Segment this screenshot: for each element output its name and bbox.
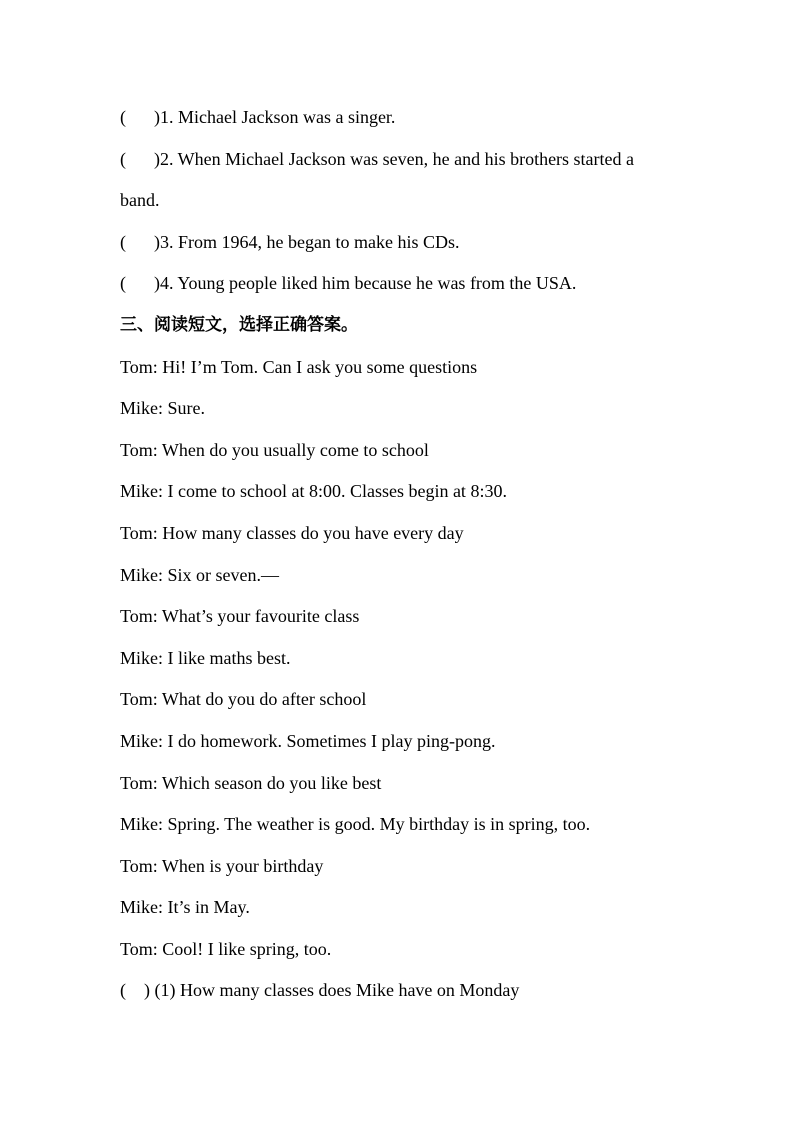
tf-item-text: )2. When Michael Jackson was seven, he and his brothers started a	[154, 148, 635, 169]
dialogue-line: Mike: I like maths best.	[120, 647, 291, 668]
answer-blank[interactable]: (	[120, 273, 126, 294]
tf-item-text: )4. Young people liked him because he was from the USA.	[154, 273, 577, 294]
tf-item-2-continuation	[120, 183, 680, 225]
dialogue-line: Mike: Six or seven.—	[120, 564, 279, 585]
tf-item-1	[120, 100, 680, 142]
dialogue-line: Tom: When do you usually come to school	[120, 439, 429, 460]
answer-blank[interactable]: (	[120, 231, 126, 252]
dialogue-line: Tom: Hi! I’m Tom. Can I ask you some questions	[120, 356, 478, 377]
dialogue-line: Tom: Cool! I like spring, too.	[120, 938, 332, 959]
tf-item-2	[120, 142, 680, 184]
section-heading: 三、阅读短文，选择正确答案。	[120, 314, 358, 335]
tf-item-text: )1. Michael Jackson was a singer.	[154, 107, 396, 127]
tf-item-text: band.	[120, 190, 160, 211]
dialogue-line: Mike: Sure.	[120, 398, 205, 419]
question-text: ) (1) How many classes does Mike have on Monday	[144, 980, 520, 1001]
document-page	[120, 100, 680, 1015]
dialogue-line: Mike: It’s in May.	[120, 897, 250, 918]
answer-blank[interactable]: (	[120, 980, 126, 1001]
answer-blank[interactable]: (	[120, 107, 126, 127]
dialogue-line: Mike: I come to school at 8:00. Classes begin at 8:30.	[120, 481, 507, 502]
dialogue-line: Mike: Spring. The weather is good. My birthday is in spring, too.	[120, 814, 591, 835]
tf-item-3	[120, 225, 680, 267]
dialogue-line: Tom: What’s your favourite class	[120, 606, 360, 627]
dialogue-line: Tom: What do you do after school	[120, 689, 367, 710]
tf-item-text: )3. From 1964, he began to make his CDs.	[154, 231, 460, 252]
dialogue-line: Tom: Which season do you like best	[120, 772, 382, 793]
question-1	[120, 973, 680, 1015]
dialogue-line: Mike: I do homework. Sometimes I play ping-pong.	[120, 730, 496, 751]
dialogue-line: Tom: When is your birthday	[120, 855, 324, 876]
answer-blank[interactable]: (	[120, 148, 126, 169]
dialogue-line: Tom: How many classes do you have every day	[120, 522, 464, 543]
tf-item-4	[120, 266, 680, 308]
